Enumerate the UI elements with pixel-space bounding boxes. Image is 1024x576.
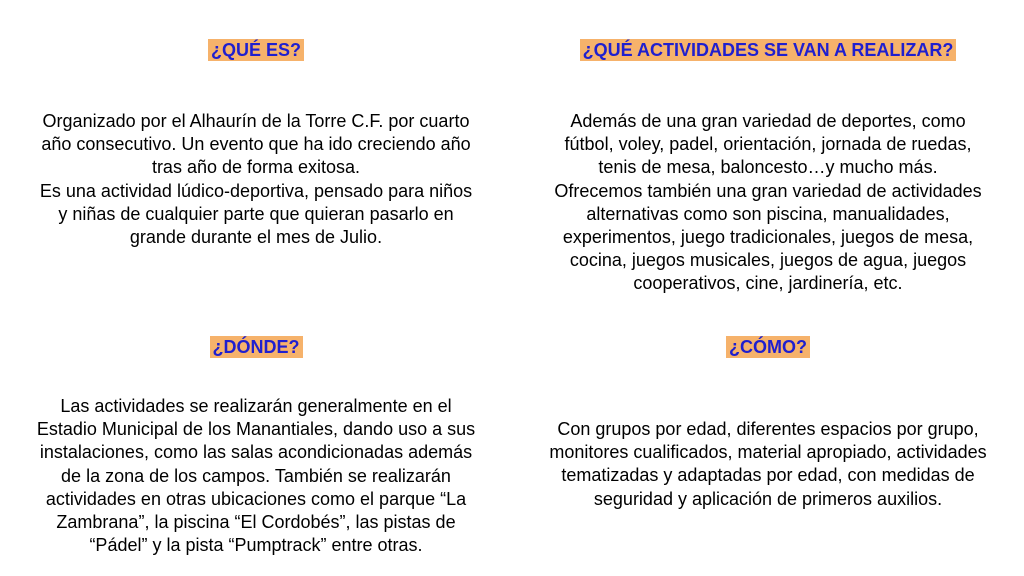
body-line: experimentos, juego tradicionales, juegos de mesa, <box>562 227 974 248</box>
body-donde <box>0 395 512 557</box>
heading-donde: ¿DÓNDE? <box>210 336 303 358</box>
body-line: Organizado por el Alhaurín de la Torre C.F. por cuarto <box>42 111 470 131</box>
body-line: tenis de mesa, baloncesto…y mucho más. <box>598 157 938 178</box>
body-line: Con grupos por edad, diferentes espacios por grupo, <box>557 419 979 439</box>
heading-actividades-wrapper <box>512 39 1024 61</box>
body-line: cocina, juegos musicales, juegos de agua, juegos <box>569 250 967 271</box>
section-donde <box>0 300 512 576</box>
body-line: año consecutivo. Un evento que ha ido creciendo año <box>41 134 471 155</box>
heading-donde-wrapper <box>0 336 512 358</box>
body-line: fútbol, voley, padel, orientación, jornada de ruedas, <box>564 134 972 155</box>
body-que-es <box>0 110 512 249</box>
section-actividades <box>512 0 1024 320</box>
body-line: Estadio Municipal de los Manantiales, dando uso a sus <box>36 419 476 440</box>
body-line: tematizadas y adaptadas por edad, con medidas de <box>561 465 975 486</box>
body-line: Zambrana”, la piscina “El Cordobés”, las pistas de <box>56 512 456 533</box>
body-actividades <box>512 110 1024 296</box>
body-line: de la zona de los campos. También se realizarán <box>61 465 451 486</box>
body-line: alternativas como son piscina, manualidades, <box>586 203 950 224</box>
body-line: instalaciones, como las salas acondicionadas además <box>39 442 473 463</box>
heading-actividades: ¿QUÉ ACTIVIDADES SE VAN A REALIZAR? <box>580 39 957 61</box>
body-line: actividades en otras ubicaciones como el parque “La <box>45 488 467 509</box>
heading-que-es: ¿QUÉ ES? <box>208 39 304 61</box>
heading-que-es-wrapper <box>0 39 512 61</box>
body-line: y niñas de cualquier parte que quieran pasarlo en <box>58 203 454 224</box>
heading-como-wrapper <box>512 336 1024 358</box>
body-line: monitores cualificados, material apropiado, actividades <box>549 442 987 463</box>
body-como <box>512 418 1024 511</box>
body-line: Las actividades se realizarán generalmente en el <box>60 396 452 416</box>
body-line: Es una actividad lúdico-deportiva, pensado para niños <box>39 180 473 201</box>
body-line: Ofrecemos también una gran variedad de actividades <box>554 180 982 201</box>
body-line: grande durante el mes de Julio. <box>129 227 383 248</box>
body-line: “Pádel” y la pista “Pumptrack” entre otras. <box>89 535 423 556</box>
body-line: tras año de forma exitosa. <box>151 157 361 178</box>
section-que-es <box>0 0 512 288</box>
body-line: cooperativos, cine, jardinería, etc. <box>633 273 903 294</box>
heading-como: ¿CÓMO? <box>726 336 810 358</box>
body-line: seguridad y aplicación de primeros auxilios. <box>593 488 943 509</box>
body-line: Además de una gran variedad de deportes, como <box>570 111 966 131</box>
section-como <box>512 300 1024 576</box>
